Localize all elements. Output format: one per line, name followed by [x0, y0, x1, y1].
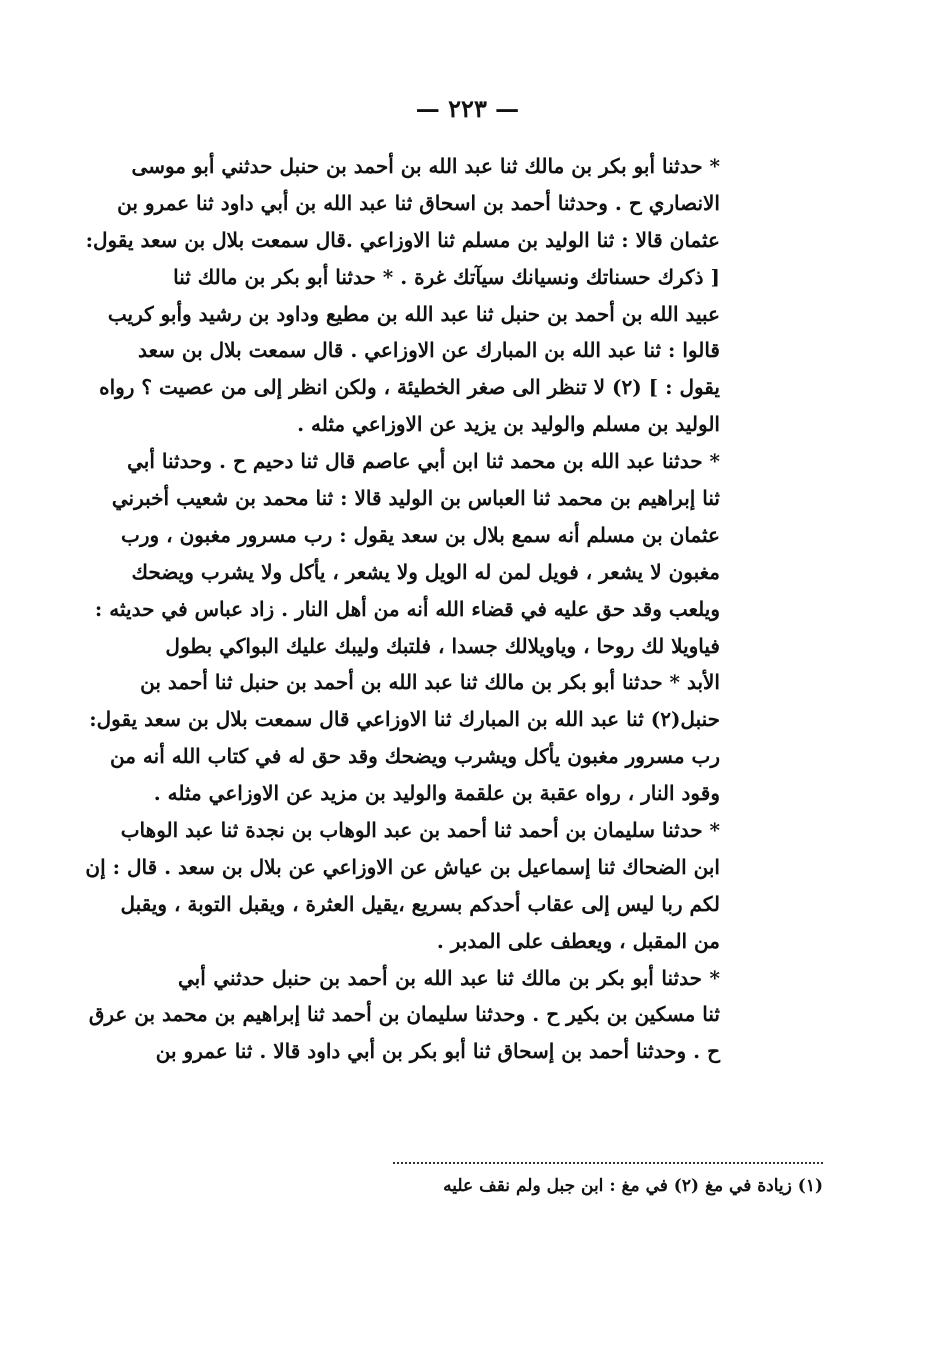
- footnote: (١) زيادة في مغ (٢) في مغ : ابن جبل ولم نقف عليه: [443, 1176, 823, 1196]
- text-line: الأبد * حدثنا أبو بكر بن مالك ثنا عبد الله بن أحمد بن حنبل ثنا أحمد بن: [140, 670, 720, 695]
- text-line: ثنا إبراهيم بن محمد ثنا العباس بن الوليد قالا : ثنا محمد بن شعيب أخبرني: [111, 486, 720, 511]
- text-line: * حدثنا سليمان بن أحمد ثنا أحمد بن عبد الوهاب بن نجدة ثنا عبد الوهاب: [120, 818, 720, 843]
- text-line: * حدثنا أبو بكر بن مالك ثنا عبد الله بن أحمد بن حنبل حدثني أبو موسى: [131, 154, 720, 178]
- text-line: رب مسرور مغبون يأكل ويشرب ويضحك وقد حق له في كتاب الله أنه من: [110, 744, 720, 769]
- text-line: ثنا مسكين بن بكير ح . وحدثنا سليمان بن أحمد ثنا إبراهيم بن محمد بن عرق: [88, 1002, 720, 1027]
- text-line: الانصاري ح . وحدثنا أحمد بن اسحاق ثنا عبد الله بن أبي داود ثنا عمرو بن: [117, 190, 720, 215]
- text-line: فياويلا لك روحا ، وياويلالك جسدا ، فلتبك وليبك عليك البواكي بطول: [165, 633, 720, 658]
- text-line: يقول : ] (٢) لا تنظر الى صغر الخطيئة ، ولكن انظر إلى من عصيت ؟ رواه: [99, 375, 720, 400]
- text-line: ابن الضحاك ثنا إسماعيل بن عياش عن الاوزاعي عن بلال بن سعد . قال : إن: [85, 854, 720, 879]
- text-line: عبيد الله بن أحمد بن حنبل ثنا عبد الله بن مطيع وداود بن رشيد وأبو كريب: [107, 301, 720, 326]
- text-line: ويلعب وقد حق عليه في قضاء الله أنه من أهل النار . زاد عباس في حديثه :: [94, 596, 720, 621]
- text-line: عثمان بن مسلم أنه سمع بلال بن سعد يقول : رب مسرور مغبون ، ورب: [121, 522, 720, 547]
- main-text: [85, 148, 720, 1070]
- text-line: وقود النار ، رواه عقبة بن علقمة والوليد بن مزيد عن الاوزاعي مثله .: [153, 781, 720, 806]
- text-line: * حدثنا عبد الله بن محمد ثنا ابن أبي عاصم قال ثنا دحيم ح . وحدثنا أبي: [127, 449, 720, 474]
- text-line: من المقبل ، ويعطف على المدبر .: [436, 928, 720, 953]
- text-line: عثمان قالا : ثنا الوليد بن مسلم ثنا الاوزاعي .قال سمعت بلال بن سعد يقول:: [85, 227, 720, 252]
- footnote-separator: [393, 1162, 823, 1164]
- text-line: ح . وحدثنا أحمد بن إسحاق ثنا أبو بكر بن أبي داود قالا . ثنا عمرو بن: [155, 1039, 720, 1064]
- text-line: حنبل(٢) ثنا عبد الله بن المبارك ثنا الاوزاعي قال سمعت بلال بن سعد يقول:: [89, 707, 720, 732]
- text-line: قالوا : ثنا عبد الله بن المبارك عن الاوزاعي . قال سمعت بلال بن سعد: [137, 338, 720, 363]
- page-number: — ٢٢٣ —: [415, 94, 520, 123]
- text-line: [ ذكرك حسناتك ونسيانك سيآتك غرة . * حدثنا أبو بكر بن مالك ثنا: [173, 264, 720, 289]
- text-line: لكم ربا ليس إلى عقاب أحدكم بسريع ،يقيل العثرة ، ويقبل التوبة ، ويقبل: [120, 891, 720, 916]
- text-line: * حدثنا أبو بكر بن مالك ثنا عبد الله بن أحمد بن حنبل حدثني أبي: [178, 965, 720, 990]
- text-line: مغبون لا يشعر ، فويل لمن له الويل ولا يشعر ، يأكل ولا يشرب ويضحك: [131, 559, 720, 584]
- text-line: الوليد بن مسلم والوليد بن يزيد عن الاوزاعي مثله .: [297, 412, 720, 437]
